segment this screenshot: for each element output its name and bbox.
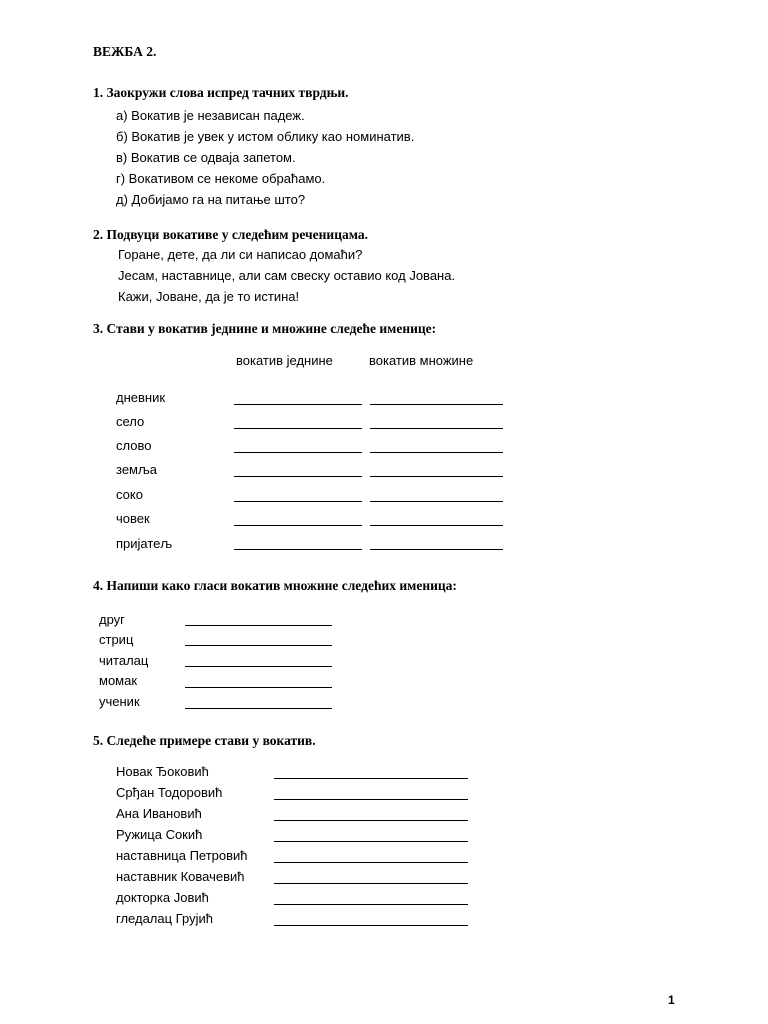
statement-b: б) Вокатив је увек у истом облику као номинатив. <box>116 129 415 144</box>
name-label: гледалац Грујић <box>116 911 213 926</box>
answer-line-singular[interactable] <box>234 476 362 477</box>
noun-label: пријатељ <box>116 536 173 551</box>
name-label: докторка Јовић <box>116 890 209 905</box>
noun-label: слово <box>116 438 152 453</box>
answer-line-plural[interactable] <box>370 525 503 526</box>
answer-line-singular[interactable] <box>234 549 362 550</box>
noun-label: друг <box>99 612 125 627</box>
statement-a: а) Вокатив је независан падеж. <box>116 108 305 123</box>
answer-line[interactable] <box>274 820 468 821</box>
answer-line[interactable] <box>274 925 468 926</box>
column-header-singular: вокатив једнине <box>236 353 333 368</box>
exercise-5-heading: 5. Следеће примере стави у вокатив. <box>93 733 316 748</box>
answer-line-plural[interactable] <box>370 476 503 477</box>
answer-line-singular[interactable] <box>234 501 362 502</box>
page-number: 1 <box>668 993 675 1007</box>
answer-line[interactable] <box>274 841 468 842</box>
answer-line[interactable] <box>185 687 332 688</box>
noun-label: стриц <box>99 632 134 647</box>
sentence-2: Јесам, наставнице, али сам свеску оставио код Јована. <box>118 268 456 283</box>
answer-line-plural[interactable] <box>370 404 503 405</box>
noun-label: дневник <box>116 390 166 405</box>
answer-line[interactable] <box>185 708 332 709</box>
answer-line-singular[interactable] <box>234 428 362 429</box>
column-header-plural: вокатив множине <box>369 353 474 368</box>
name-label: Срђан Тодоровић <box>116 785 223 800</box>
answer-line[interactable] <box>274 904 468 905</box>
answer-line-singular[interactable] <box>234 525 362 526</box>
noun-label: село <box>116 414 145 429</box>
sentence-1: Горане, дете, да ли си написао домаћи? <box>118 247 363 262</box>
statement-c: в) Вокатив се одваја запетом. <box>116 150 296 165</box>
noun-label: човек <box>116 511 150 526</box>
noun-label: читалац <box>99 653 149 668</box>
answer-line[interactable] <box>274 883 468 884</box>
answer-line-plural[interactable] <box>370 501 503 502</box>
name-label: Ружица Сокић <box>116 827 203 842</box>
answer-line[interactable] <box>274 778 468 779</box>
name-label: Новак Ђоковић <box>116 764 209 779</box>
answer-line-plural[interactable] <box>370 452 503 453</box>
name-label: наставница Петровић <box>116 848 248 863</box>
answer-line[interactable] <box>185 645 332 646</box>
answer-line-plural[interactable] <box>370 428 503 429</box>
exercise-2-heading: 2. Подвуци вокативе у следећим реченицама. <box>93 227 368 242</box>
noun-label: соко <box>116 487 143 502</box>
statement-d: г) Вокативом се некоме обраћамо. <box>116 171 326 186</box>
answer-line-singular[interactable] <box>234 452 362 453</box>
exercise-1-heading: 1. Заокружи слова испред тачних тврдњи. <box>93 85 349 100</box>
sentence-3: Кажи, Јоване, да је то истина! <box>118 289 300 304</box>
answer-line[interactable] <box>274 799 468 800</box>
exercise-3-heading: 3. Стави у вокатив једнине и множине следеће именице: <box>93 321 437 336</box>
answer-line-singular[interactable] <box>234 404 362 405</box>
answer-line[interactable] <box>274 862 468 863</box>
noun-label: земља <box>116 462 157 477</box>
statement-e: д) Добијамо га на питање што? <box>116 192 306 207</box>
answer-line[interactable] <box>185 666 332 667</box>
noun-label: ученик <box>99 694 140 709</box>
answer-line[interactable] <box>185 625 332 626</box>
noun-label: момак <box>99 673 138 688</box>
exercise-4-heading: 4. Напиши како гласи вокатив множине следећих именица: <box>93 578 457 593</box>
worksheet-title: ВЕЖБА 2. <box>93 44 157 59</box>
name-label: наставник Ковачевић <box>116 869 245 884</box>
name-label: Ана Ивановић <box>116 806 202 821</box>
answer-line-plural[interactable] <box>370 549 503 550</box>
